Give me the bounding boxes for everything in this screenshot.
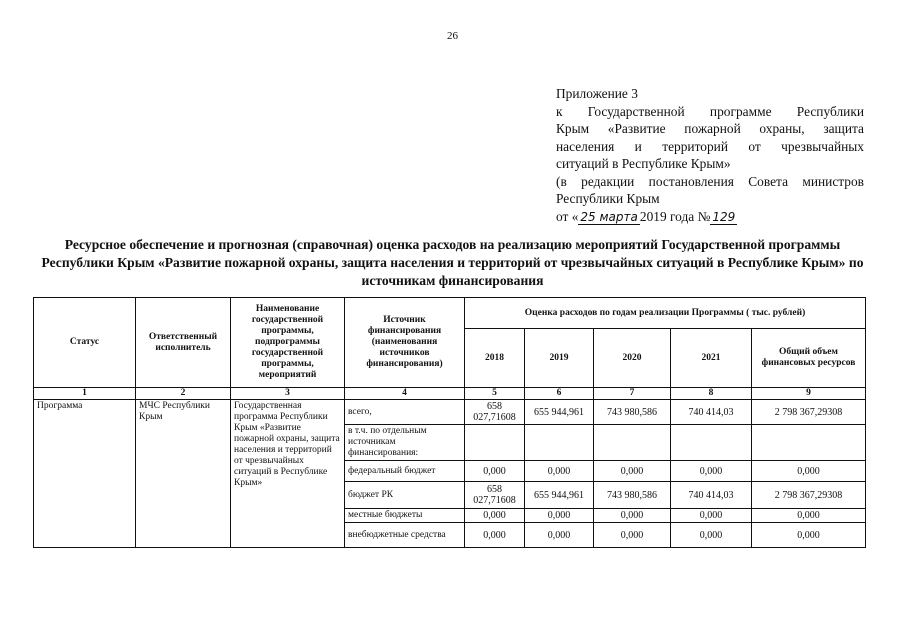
cell-2021 bbox=[671, 425, 752, 461]
appendix-date-line bbox=[556, 208, 864, 226]
cell-2018: 0,000 bbox=[465, 523, 525, 548]
handwritten-number: 129 bbox=[712, 209, 736, 224]
column-number: 7 bbox=[594, 388, 671, 400]
cell-program-name: Государственная программа Республики Крым «Развитие пожарной охраны, защита населения и территорий от чрезвычайных ситуаций в Республике Крым» bbox=[231, 400, 345, 548]
cell-source: федеральный бюджет bbox=[345, 461, 465, 482]
column-number: 4 bbox=[345, 388, 465, 400]
header-2019: 2019 bbox=[525, 329, 594, 388]
cell-2021: 0,000 bbox=[671, 509, 752, 523]
cell-total: 2 798 367,29308 bbox=[752, 400, 866, 425]
header-status: Статус bbox=[34, 298, 136, 388]
cell-total: 0,000 bbox=[752, 523, 866, 548]
appendix-line-3: Крым «Развитие пожарной охраны, защита bbox=[556, 121, 864, 136]
cell-total: 2 798 367,29308 bbox=[752, 482, 866, 509]
appendix-block bbox=[556, 85, 864, 225]
cell-2020: 0,000 bbox=[594, 461, 671, 482]
cell-2019: 0,000 bbox=[525, 523, 594, 548]
cell-2018: 0,000 bbox=[465, 461, 525, 482]
cell-2020: 0,000 bbox=[594, 523, 671, 548]
appendix-line-2: к Государственной программе Республики bbox=[556, 103, 864, 119]
cell-2019: 655 944,961 bbox=[525, 400, 594, 425]
cell-source: в т.ч. по отдельным источникам финансирования: bbox=[345, 425, 465, 461]
cell-2018: 658 027,71608 bbox=[465, 400, 525, 425]
column-number: 5 bbox=[465, 388, 525, 400]
cell-2020 bbox=[594, 425, 671, 461]
header-executor: Ответственный исполнитель bbox=[136, 298, 231, 388]
column-number: 9 bbox=[752, 388, 866, 400]
header-total: Общий объем финансовых ресурсов bbox=[752, 329, 866, 388]
header-source: Источник финансирования (наименования источников финансирования) bbox=[345, 298, 465, 388]
cell-total bbox=[752, 425, 866, 461]
column-number: 1 bbox=[34, 388, 136, 400]
column-number: 2 bbox=[136, 388, 231, 400]
appendix-line-7: Республики Крым bbox=[556, 191, 660, 206]
date-prefix: от « bbox=[556, 208, 579, 224]
appendix-line-5: ситуаций в Республике Крым» bbox=[556, 156, 731, 171]
header-2020: 2020 bbox=[594, 329, 671, 388]
document-heading: Ресурсное обеспечение и прогнозная (справочная) оценка расходов на реализацию мероприятий Государственной программы Республики Крым «Развитие пожарной охраны, защита населения и территорий от чрезвычайных ситуаций в Республике Крым» по источникам финансирования bbox=[41, 237, 864, 288]
cell-source: местные бюджеты bbox=[345, 509, 465, 523]
header-estimate-group: Оценка расходов по годам реализации Программы ( тыс. рублей) bbox=[465, 298, 866, 329]
column-number-row bbox=[34, 388, 866, 400]
header-program-name: Наименование государственной программы, подпрограммы государственной программы, мероприятий bbox=[231, 298, 345, 388]
column-number: 6 bbox=[525, 388, 594, 400]
appendix-line-4: населения и территорий от чрезвычайных bbox=[556, 138, 864, 154]
cell-2020: 743 980,586 bbox=[594, 400, 671, 425]
cell-2019 bbox=[525, 425, 594, 461]
cell-2021: 740 414,03 bbox=[671, 482, 752, 509]
cell-2018 bbox=[465, 425, 525, 461]
cell-total: 0,000 bbox=[752, 509, 866, 523]
table-row bbox=[34, 400, 866, 425]
cell-2020: 0,000 bbox=[594, 509, 671, 523]
cell-2020: 743 980,586 bbox=[594, 482, 671, 509]
page-number: 26 bbox=[447, 30, 458, 42]
cell-status: Программа bbox=[34, 400, 136, 548]
cell-executor: МЧС Республики Крым bbox=[136, 400, 231, 548]
header-2021: 2021 bbox=[671, 329, 752, 388]
cell-2021: 0,000 bbox=[671, 461, 752, 482]
header-2018: 2018 bbox=[465, 329, 525, 388]
column-number: 3 bbox=[231, 388, 345, 400]
cell-2021: 0,000 bbox=[671, 523, 752, 548]
appendix-line-1: Приложение 3 bbox=[556, 86, 638, 101]
handwritten-date: 25 марта bbox=[580, 209, 638, 224]
header-row-1 bbox=[34, 298, 866, 329]
cell-source: внебюджетные средства bbox=[345, 523, 465, 548]
cell-2021: 740 414,03 bbox=[671, 400, 752, 425]
cell-2019: 0,000 bbox=[525, 509, 594, 523]
appendix-line-6: (в редакции постановления Совета министров bbox=[556, 173, 864, 189]
cell-2019: 0,000 bbox=[525, 461, 594, 482]
cell-source: всего, bbox=[345, 400, 465, 425]
date-middle: 2019 года № bbox=[639, 208, 711, 224]
cell-2018: 658 027,71608 bbox=[465, 482, 525, 509]
cell-2018: 0,000 bbox=[465, 509, 525, 523]
cell-source: бюджет РК bbox=[345, 482, 465, 509]
resource-table bbox=[33, 297, 866, 548]
cell-total: 0,000 bbox=[752, 461, 866, 482]
column-number: 8 bbox=[671, 388, 752, 400]
cell-2019: 655 944,961 bbox=[525, 482, 594, 509]
